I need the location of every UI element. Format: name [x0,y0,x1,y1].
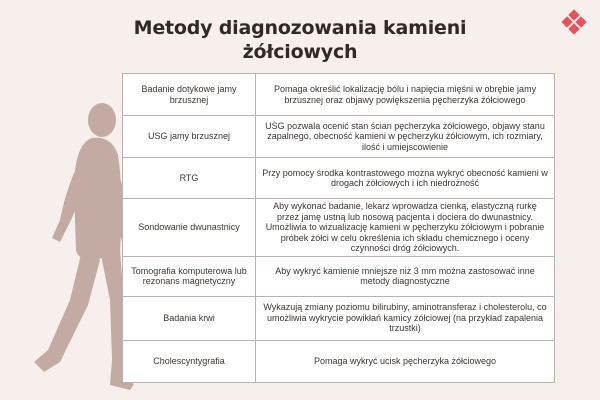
method-cell: Badania krwi [123,296,256,340]
method-cell: Cholescyntygrafia [123,340,256,382]
diagnosis-methods-table [122,73,555,383]
table-row [123,199,555,257]
method-cell: RTG [123,158,256,199]
table-row [123,74,555,116]
red-diamond-cross-icon [560,8,590,38]
table-row [123,340,555,382]
method-cell: Tomografia komputerowa lub rezonans magnetyczny [123,256,256,296]
table-row [123,116,555,158]
description-cell: Wykazują zmiany poziomu bilirubiny, aminotransferaz i cholesterolu, co umożliwia wykrycie powikłań kamicy żółciowej (na przykład zapalenia trzustki) [256,296,555,340]
table-row [123,158,555,199]
description-cell: USG pozwala ocenić stan ścian pęcherzyka żółciowego, objawy stanu zapalnego, obecność kamieni w pęcherzyku żółciowym, ich rozmiary, ilość i umiejscowienie [256,116,555,158]
description-cell: Pomaga określić lokalizację bólu i napięcia mięśni w obrębie jamy brzusznej oraz objawy powiększenia pęcherzyka żółciowego [256,74,555,116]
description-cell: Aby wykonać badanie, lekarz wprowadza cienką, elastyczną rurkę przez jamę ustną lub nosową pacjenta i dociera do dwunastnicy. Umożliwia to wizualizację kamieni w pęcherzyku żółciowym i pobranie próbek żółci w celu określenia ich składu chemicznego i oceny czynności dróg żółciowych. [256,199,555,257]
page-title: Metody diagnozowania kamieni żółciowych [133,17,467,63]
method-cell: Badanie dotykowe jamy brzusznej [123,74,256,116]
description-cell: Pomaga wykryć ucisk pęcherzyka żółciowego [256,340,555,382]
table-row [123,296,555,340]
method-cell: Sondowanie dwunastnicy [123,199,256,257]
method-cell: USG jamy brzusznej [123,116,256,158]
table-row [123,256,555,296]
description-cell: Aby wykryć kamienie mniejsze niż 3 mm można zastosować inne metody diagnostyczne [256,256,555,296]
description-cell: Przy pomocy środka kontrastowego można wykryć obecność kamieni w drogach żółciowych i ich niedrożność [256,158,555,199]
